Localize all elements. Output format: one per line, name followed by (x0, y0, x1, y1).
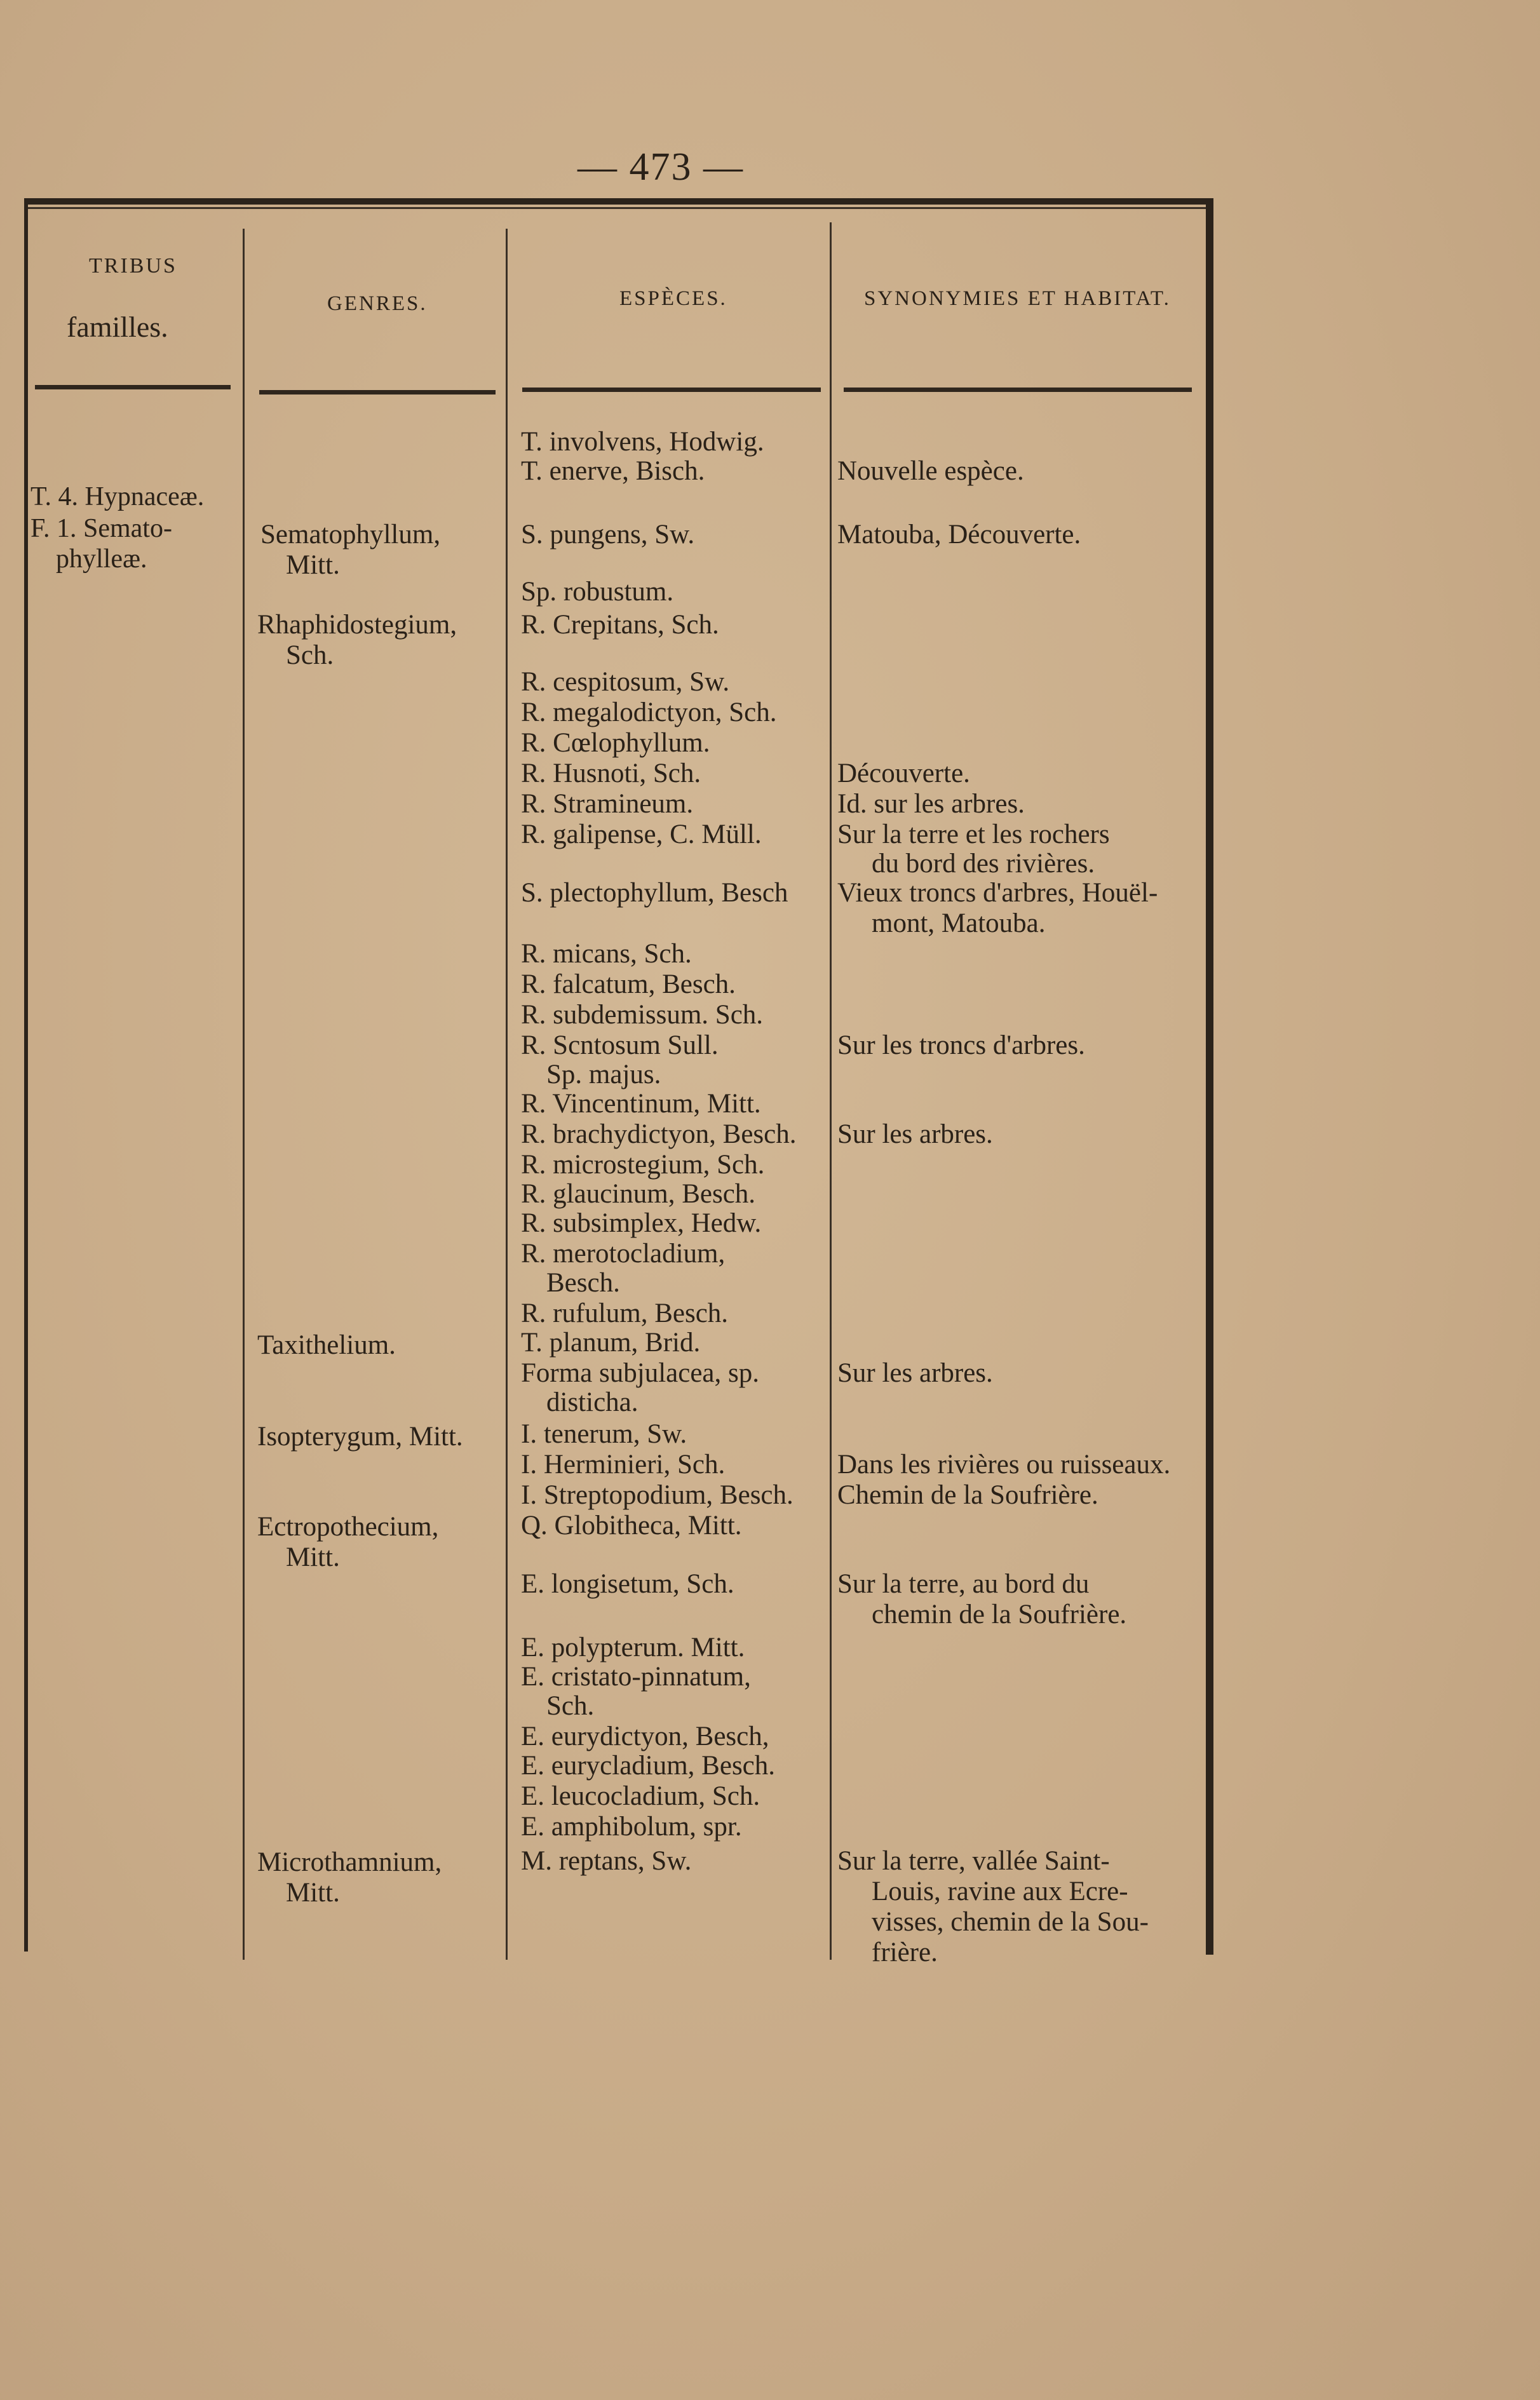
espece-row: T. enerve, Bisch. (521, 456, 705, 486)
espece-row: R. Husnoti, Sch. (521, 758, 701, 788)
column-divider-2 (506, 229, 508, 1960)
espece-row: E. cristato-pinnatum, (521, 1662, 751, 1692)
habitat-entry: Chemin de la Soufrière. (837, 1480, 1098, 1510)
espece-row: R. Cœlophyllum. (521, 728, 710, 758)
habitat-entry-continued: chemin de la Soufrière. (872, 1600, 1127, 1629)
espece-row: Sp. robustum. (521, 577, 674, 607)
table-top-rule-thin (24, 207, 1212, 209)
genre-6-line-2: Mitt. (286, 1878, 340, 1908)
espece-row: R. Vincentinum, Mitt. (521, 1089, 761, 1119)
espece-row: S. pungens, Sw. (521, 520, 695, 549)
habitat-entry: Sur les troncs d'arbres. (837, 1030, 1085, 1060)
habitat-entry: Découverte. (837, 758, 970, 788)
espece-row: R. megalodictyon, Sch. (521, 698, 777, 727)
espece-row: E. longisetum, Sch. (521, 1569, 734, 1599)
espece-row: R. micans, Sch. (521, 939, 692, 969)
espece-row: M. reptans, Sw. (521, 1846, 692, 1876)
habitat-entry-continued: mont, Matouba. (872, 908, 1046, 938)
espece-row: disticha. (546, 1387, 638, 1417)
column-divider-3 (830, 222, 832, 1960)
habitat-entry: Sur la terre, au bord du (837, 1569, 1090, 1599)
espece-row: R. rufulum, Besch. (521, 1298, 729, 1328)
table-top-rule (24, 198, 1212, 205)
header-rule-habitat (844, 388, 1192, 392)
genre-6-line-1: Microthamnium, (257, 1847, 442, 1877)
espece-row: I. tenerum, Sw. (521, 1419, 687, 1449)
habitat-entry: Sur la terre, vallée Saint- (837, 1846, 1110, 1876)
espece-row: Sp. majus. (546, 1060, 661, 1089)
espece-row: R. merotocladium, (521, 1239, 726, 1269)
habitat-entry: Dans les rivières ou ruisseaux. (837, 1450, 1171, 1480)
espece-row: R. brachydictyon, Besch. (521, 1119, 797, 1149)
genre-1-line-1: Sematophyllum, (260, 520, 441, 549)
espece-row: E. polypterum. Mitt. (521, 1633, 745, 1662)
header-especes: ESPÈCES. (619, 287, 727, 310)
espece-row: E. leucocladium, Sch. (521, 1781, 760, 1811)
espece-row: E. eurycladium, Besch. (521, 1751, 776, 1781)
header-rule-tribus (35, 385, 231, 389)
espece-row: R. falcatum, Besch. (521, 969, 736, 999)
habitat-entry: Sur les arbres. (837, 1358, 993, 1388)
espece-row: Besch. (546, 1268, 620, 1298)
espece-row: I. Herminieri, Sch. (521, 1450, 726, 1480)
tribus-line-1: T. 4. Hypnaceæ. (30, 482, 205, 511)
habitat-entry: Sur les arbres. (837, 1119, 993, 1149)
genre-2-line-1: Rhaphidostegium, (257, 610, 457, 640)
espece-row: E. amphibolum, spr. (521, 1812, 742, 1842)
genre-4-line-1: Isopterygum, Mitt. (257, 1422, 463, 1452)
espece-row: R. microstegium, Sch. (521, 1150, 765, 1180)
espece-row: T. involvens, Hodwig. (521, 427, 764, 457)
table-left-border (24, 198, 28, 1952)
habitat-entry: Sur la terre et les rochers (837, 819, 1110, 849)
espece-row: Sch. (546, 1691, 595, 1721)
header-genres: GENRES. (327, 292, 428, 315)
header-familles: familles. (67, 311, 168, 343)
habitat-entry-continued: visses, chemin de la Sou- (872, 1907, 1149, 1937)
column-divider-1 (243, 229, 245, 1960)
espece-row: R. subsimplex, Hedw. (521, 1208, 762, 1238)
habitat-entry: Vieux troncs d'arbres, Houël- (837, 878, 1158, 908)
espece-row: T. planum, Brid. (521, 1328, 701, 1358)
genre-5-line-1: Ectropothecium, (257, 1512, 439, 1542)
espece-row: R. Stramineum. (521, 789, 694, 819)
espece-row: R. Scntosum Sull. (521, 1030, 719, 1060)
espece-row: Q. Globitheca, Mitt. (521, 1511, 742, 1540)
genre-1-line-2: Mitt. (286, 550, 340, 580)
header-tribus: TRIBUS (89, 254, 177, 278)
habitat-entry: Matouba, Découverte. (837, 520, 1081, 549)
espece-row: I. Streptopodium, Besch. (521, 1480, 794, 1510)
habitat-entry: Id. sur les arbres. (837, 789, 1025, 819)
tribus-line-2: F. 1. Semato- (30, 514, 172, 543)
espece-row: E. eurydictyon, Besch, (521, 1722, 769, 1751)
page-number: — 473 — (578, 145, 744, 189)
genre-3-line-1: Taxithelium. (257, 1330, 396, 1360)
espece-row: R. cespitosum, Sw. (521, 667, 730, 697)
genre-2-line-2: Sch. (286, 640, 334, 670)
table-right-border (1206, 198, 1213, 1955)
espece-row: R. Crepitans, Sch. (521, 610, 719, 640)
espece-row: Forma subjulacea, sp. (521, 1358, 759, 1388)
header-rule-genres (259, 390, 496, 394)
habitat-entry-continued: Louis, ravine aux Ecre- (872, 1877, 1128, 1906)
espece-row: S. plectophyllum, Besch (521, 878, 788, 908)
espece-row: R. subdemissum. Sch. (521, 1000, 764, 1030)
habitat-entry-continued: du bord des rivières. (872, 849, 1095, 879)
tribus-line-3: phylleæ. (56, 544, 147, 574)
espece-row: R. galipense, C. Müll. (521, 819, 762, 849)
espece-row: R. glaucinum, Besch. (521, 1179, 756, 1209)
genre-5-line-2: Mitt. (286, 1542, 340, 1572)
habitat-entry: Nouvelle espèce. (837, 456, 1024, 486)
header-habitat: SYNONYMIES ET HABITAT. (864, 287, 1171, 310)
header-rule-especes (522, 388, 821, 392)
habitat-entry-continued: frière. (872, 1938, 938, 1967)
